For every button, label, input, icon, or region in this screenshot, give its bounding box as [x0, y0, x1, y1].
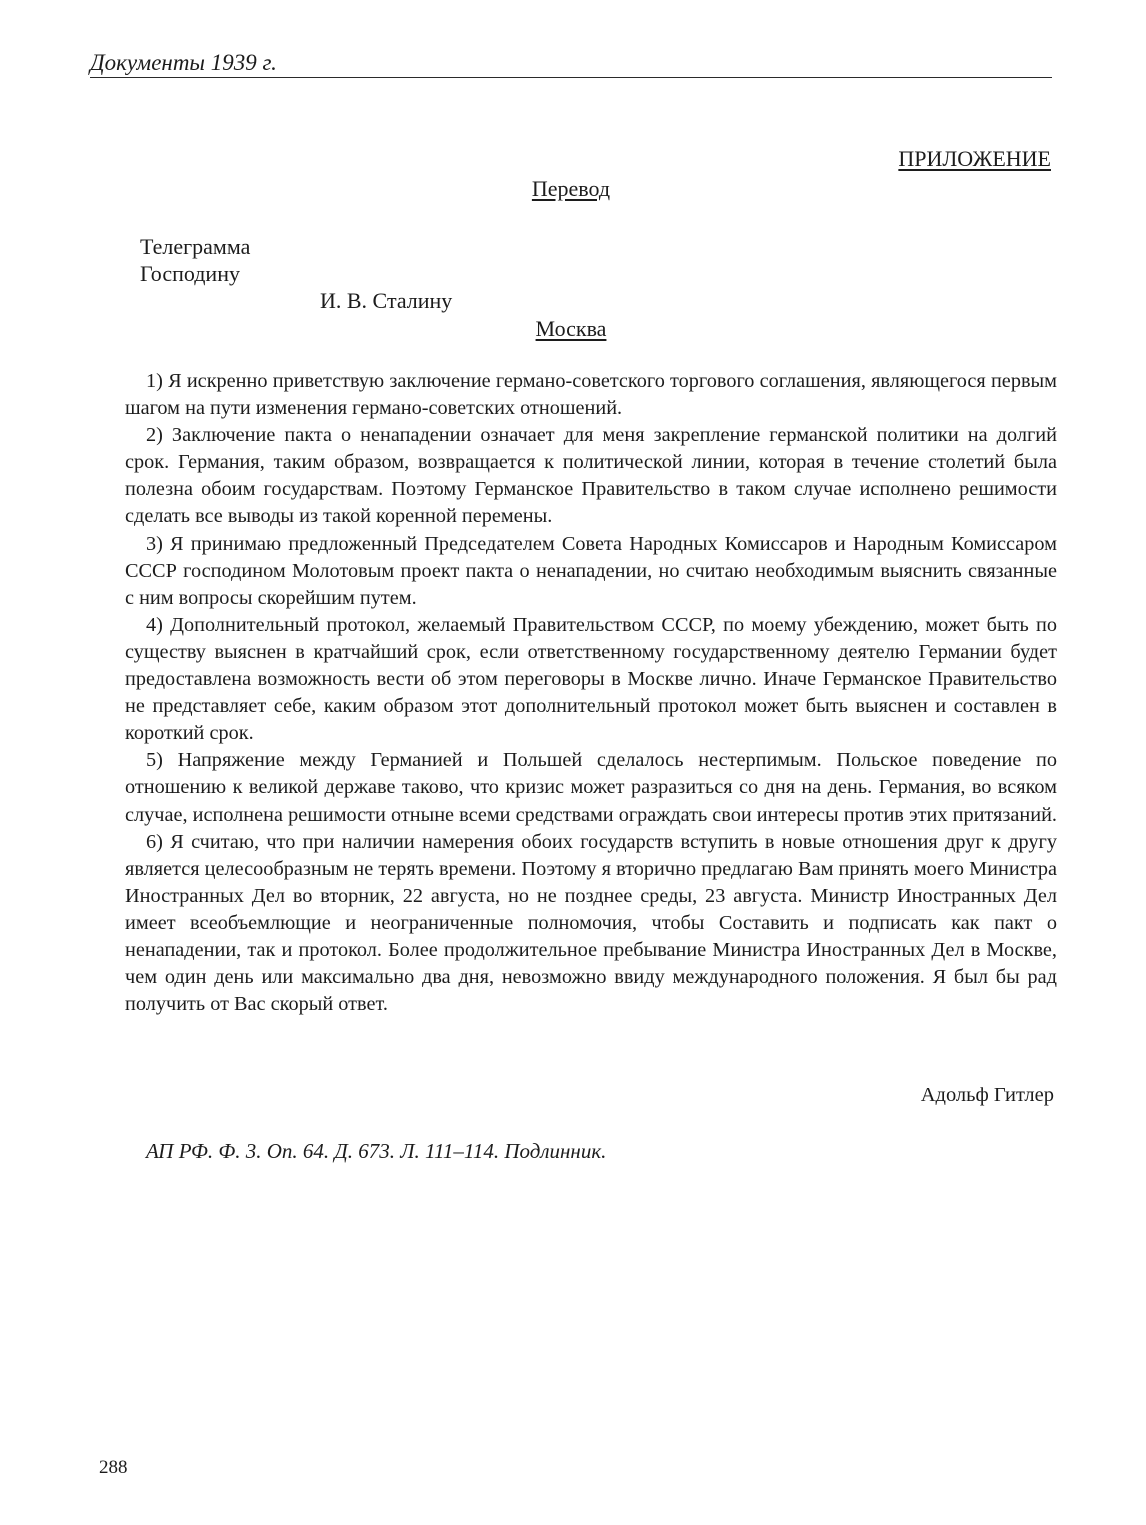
appendix-label: ПРИЛОЖЕНИЕ — [898, 146, 1051, 171]
paragraph-4: 4) Дополнительный протокол, желаемый Правительством СССР, по моему убеждению, может быть по существу выяснен в кратчайший срок, если ответственному государственному деятелю Германии будет предоставлена возможность вести об этом переговоры в Москве лично. Иначе Германское Правительство не представляет себе, каким образом этот дополнительный протокол может быть выяснен и составлен в короткий срок. — [125, 613, 1057, 745]
paragraph-3: 3) Я принимаю предложенный Председателем Совета Народных Комиссаров и Народным Комиссаром СССР господином Молотовым проект пакта о ненападении, но считаю необходимым выяснить связанные с ним вопросы скорейшим путем. — [125, 532, 1057, 609]
paragraph-1: 1) Я искренно приветствую заключение германо-советского торгового соглашения, являющегося первым шагом на пути изменения германо-советских отношений. — [125, 370, 1057, 420]
address-telegram: Телеграмма — [140, 234, 251, 259]
paragraph-5: 5) Напряжение между Германией и Польшей сделалось нестерпимым. Польское поведение по отношению к великой державе таково, что кризис может разразиться со дня на день. Германия, во всяком случае, исполнена решимости отныне всеми средствами ограждать свои интересы против этих притязаний. — [125, 749, 1058, 826]
running-head: Документы 1939 г. — [90, 50, 277, 75]
page-number: 288 — [99, 1457, 128, 1478]
address-recipient-title: Господину — [140, 261, 240, 286]
header-rule — [90, 77, 1052, 78]
signature: Адольф Гитлер — [920, 1084, 1054, 1106]
translation-label: Перевод — [531, 176, 611, 201]
address-recipient-name: И. В. Сталину — [320, 288, 453, 313]
archive-reference: АП РФ. Ф. 3. Оп. 64. Д. 673. Л. 111–114. Подлинник. — [146, 1139, 607, 1163]
address-city: Москва — [535, 316, 607, 341]
paragraph-2: 2) Заключение пакта о ненападении означает для меня закрепление германской политики на долгий срок. Германия, таким образом, возвращается к политической линии, которая в течение столетий была полезна обоим государствам. Поэтому Германское Правительство в таком случае исполнено решимости сделать все выводы из такой коренной перемены. — [125, 424, 1057, 528]
telegram-body — [125, 368, 1057, 1018]
paragraph-6: 6) Я считаю, что при наличии намерения обоих государств вступить в новые отношения друг к другу является целесообразным не терять времени. Поэтому я вторично предлагаю Вам принять моего Министра Иностранных Дел во вторник, 22 августа, но не позднее среды, 23 августа. Министр Иностранных Дел имеет всеобъемлющие и неограниченные полномочия, чтобы Составить и подписать как пакт о ненападении, так и протокол. Более продолжительное пребывание Министра Иностранных Дел в Москве, чем один день или максимально два дня, невозможно ввиду международного положения. Я был бы рад получить от Вас скорый ответ. — [125, 830, 1057, 1016]
